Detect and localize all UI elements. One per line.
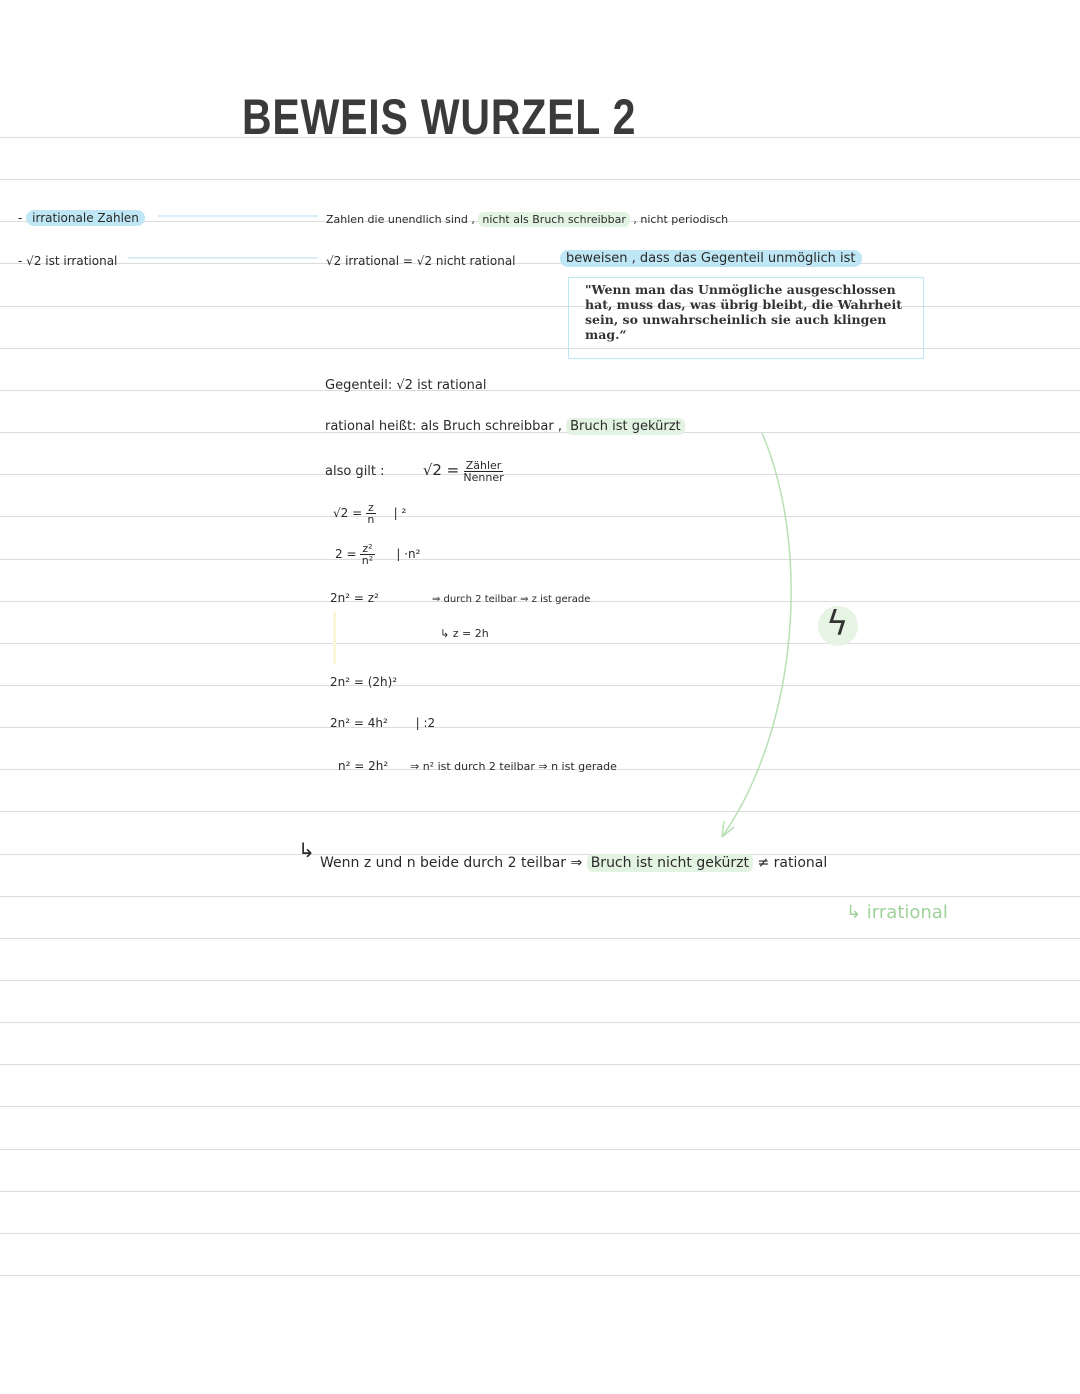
- ruled-line: [0, 390, 1080, 391]
- numerator: Zähler: [465, 459, 502, 472]
- note-label: irrationale Zahlen: [26, 210, 145, 226]
- conclusion: [320, 855, 827, 871]
- ruled-line: [0, 1191, 1080, 1192]
- note-item-sqrt2: [18, 254, 117, 268]
- also-gilt-label: also gilt :: [325, 464, 385, 479]
- ruled-line: [0, 727, 1080, 728]
- yellow-marker: [333, 612, 336, 664]
- also-gilt: [325, 460, 504, 483]
- ruled-line: [0, 474, 1080, 475]
- step-1: [333, 502, 406, 525]
- ruled-line: [0, 1233, 1080, 1234]
- numerator: z: [367, 501, 374, 514]
- conclusion-result: ↳ irrational: [846, 902, 948, 923]
- bullet: -: [18, 254, 23, 268]
- arrow-line: [158, 215, 318, 217]
- page-title: BEWEIS WURZEL 2: [242, 89, 637, 145]
- fraction: [463, 460, 503, 483]
- denominator: n: [367, 513, 375, 526]
- equation: 2n² = 4h²: [330, 716, 388, 730]
- ruled-line: [0, 559, 1080, 560]
- definition-highlight: nicht als Bruch schreibbar: [478, 212, 630, 227]
- sherlock-quote: "Wenn man das Unmögliche ausgeschlossen hat, muss das, was übrig bleibt, die Wahrheit sein, so unwahrscheinlich sie auch klingen mag.“: [568, 277, 924, 359]
- numerator: z²: [362, 542, 373, 555]
- operation: | ·n²: [396, 547, 421, 561]
- ruled-line: [0, 1275, 1080, 1276]
- lhs: √2 =: [333, 506, 363, 520]
- fraction: [366, 502, 376, 525]
- ruled-line: [0, 896, 1080, 897]
- step-5: [330, 716, 435, 730]
- conclusion-arrow-icon: ↳: [298, 838, 315, 862]
- method-text: beweisen , dass das Gegenteil unmöglich ist: [560, 250, 862, 267]
- step-3-note: ⇒ durch 2 teilbar ⇒ z ist gerade: [432, 594, 591, 605]
- definition-text: , nicht periodisch: [633, 213, 729, 226]
- ruled-line: [0, 1106, 1080, 1107]
- equation: n² = 2h²: [338, 759, 389, 773]
- denominator: n²: [361, 554, 374, 567]
- conclusion-highlight: Bruch ist nicht gekürzt: [587, 854, 753, 872]
- conclusion-not-rational: ≠ rational: [757, 855, 828, 871]
- step-6: [338, 759, 617, 773]
- ruled-line: [0, 643, 1080, 644]
- definition-text: Zahlen die unendlich sind ,: [326, 213, 475, 226]
- conclusion-text: Wenn z und n beide durch 2 teilbar ⇒: [320, 855, 583, 871]
- irrational-definition: [326, 213, 728, 226]
- rational-highlight: Bruch ist gekürzt: [566, 418, 685, 435]
- step-4: 2n² = (2h)²: [330, 675, 398, 689]
- step-2: [335, 543, 420, 566]
- ruled-line: [0, 980, 1080, 981]
- ruled-line: [0, 938, 1080, 939]
- ruled-line: [0, 179, 1080, 180]
- ruled-line: [0, 1149, 1080, 1150]
- proof-opposite: Gegenteil: √2 ist rational: [325, 378, 487, 393]
- note-label: √2 ist irrational: [26, 254, 118, 268]
- ruled-line: [0, 263, 1080, 264]
- lightning-icon: ϟ: [826, 604, 849, 644]
- operation: | :2: [415, 716, 436, 730]
- ruled-line: [0, 811, 1080, 812]
- ruled-line: [0, 685, 1080, 686]
- bullet: -: [18, 211, 23, 225]
- ruled-line: [0, 1064, 1080, 1065]
- ruled-line: [0, 1022, 1080, 1023]
- rational-definition: [325, 419, 685, 434]
- step-6-note: ⇒ n² ist durch 2 teilbar ⇒ n ist gerade: [409, 760, 617, 773]
- arrow-line: [128, 257, 318, 259]
- lhs: 2 =: [335, 547, 357, 561]
- denominator: Nenner: [463, 471, 504, 484]
- note-item-irrational-numbers: [18, 211, 145, 225]
- rational-text: rational heißt: als Bruch schreibbar ,: [325, 419, 562, 434]
- contradiction-arrow: [700, 425, 820, 845]
- sqrt2-definition: √2 irrational = √2 nicht rational: [326, 254, 516, 268]
- ruled-line: [0, 516, 1080, 517]
- proof-method: [560, 251, 862, 266]
- sqrt2-equals: √2 =: [422, 461, 460, 479]
- step-3-substitution: ↳ z = 2h: [440, 627, 489, 640]
- operation: | ²: [393, 506, 407, 520]
- fraction: [360, 543, 374, 566]
- step-3: 2n² = z²: [330, 591, 379, 605]
